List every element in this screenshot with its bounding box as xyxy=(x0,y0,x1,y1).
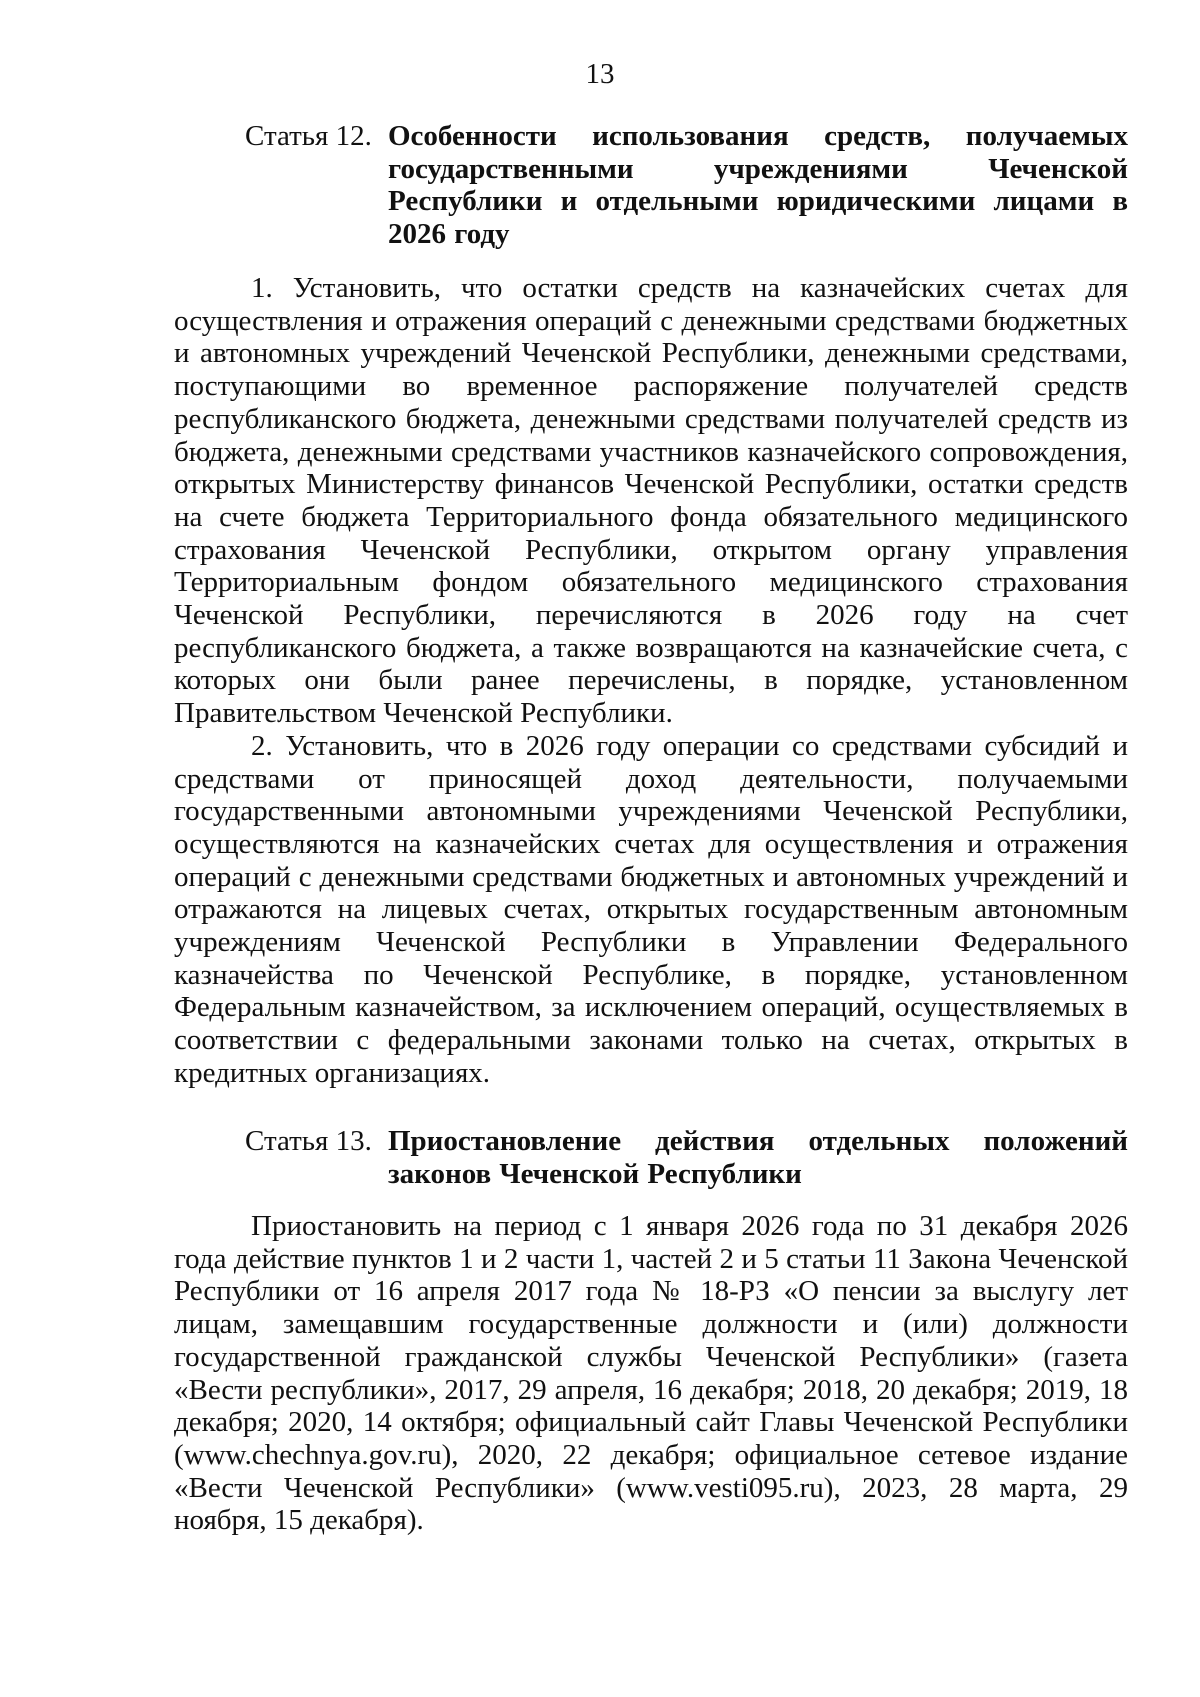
article-paragraph: 2. Установить, что в 2026 году операции со средствами субсидий и средствами от приносящей доход деятельности, получаемыми государственными автономными учреждениями Чеченской Республики, осуществляются на казначейских счетах для осуществления и отражения операций с денежными средствами бюджетных и автономных учреждений и отражаются на лицевых счетах, открытых государственным автономным учреждениям Чеченской Республики в Управлении Федерального казначейства по Чеченской Республике, в порядке, установленном Федеральным казначейством, за исключением операций, осуществляемых в соответствии с федеральными законами только на счетах, открытых в кредитных организациях. xyxy=(174,729,1128,1089)
article-12 xyxy=(174,120,1128,1090)
article-paragraph: Приостановить на период с 1 января 2026 года по 31 декабря 2026 года действие пунктов 1 и 2 части 1, частей 2 и 5 статьи 11 Закона Чеченской Республики от 16 апреля 2017 года № 18-РЗ «О пенсии за выслугу лет лицам, замещавшим государственные должности и (или) должности государственной гражданской службы Чеченской Республики» (газета «Вести республики», 2017, 29 апреля, 16 декабря; 2018, 20 декабря; 2019, 18 декабря; 2020, 14 октября; официальный сайт Главы Чеченской Республики (www.chechnya.gov.ru), 2020, 22 декабря; официальное сетевое издание «Вести Чеченской Республики» (www.vesti095.ru), 2023, 28 марта, 29 ноября, 15 декабря). xyxy=(174,1210,1128,1537)
article-heading xyxy=(174,1125,1128,1190)
article-heading xyxy=(174,120,1128,250)
article-paragraph: 1. Установить, что остатки средств на казначейских счетах для осуществления и отражения операций с денежными средствами бюджетных и автономных учреждений Чеченской Республики, денежными средствами, поступающими во временное распоряжение получателей средств республиканского бюджета, денежными средствами получателей средств из бюджета, денежными средствами участников казначейского сопровождения, открытых Министерству финансов Чеченской Республики, остатки средств на счете бюджета Территориального фонда обязательного медицинского страхования Чеченской Республики, открытом органу управления Территориальным фондом обязательного медицинского страхования Чеченской Республики, перечисляются в 2026 году на счет республиканского бюджета, а также возвращаются на казначейские счета, с которых они были ранее перечислены, в порядке, установленном Правительством Чеченской Республики. xyxy=(174,272,1128,730)
article-label: Статья 13. xyxy=(245,1125,372,1157)
article-body xyxy=(174,272,1128,1090)
article-body xyxy=(174,1210,1128,1537)
article-label: Статья 12. xyxy=(245,120,372,152)
page-number: 13 xyxy=(585,58,615,90)
article-title: Особенности использования средств, получаемых государственными учреждениями Чеченской Республики и отдельными юридическими лицами в 2026 году xyxy=(388,120,1128,250)
article-13 xyxy=(174,1125,1128,1537)
article-title: Приостановление действия отдельных положений законов Чеченской Республики xyxy=(388,1125,1128,1190)
